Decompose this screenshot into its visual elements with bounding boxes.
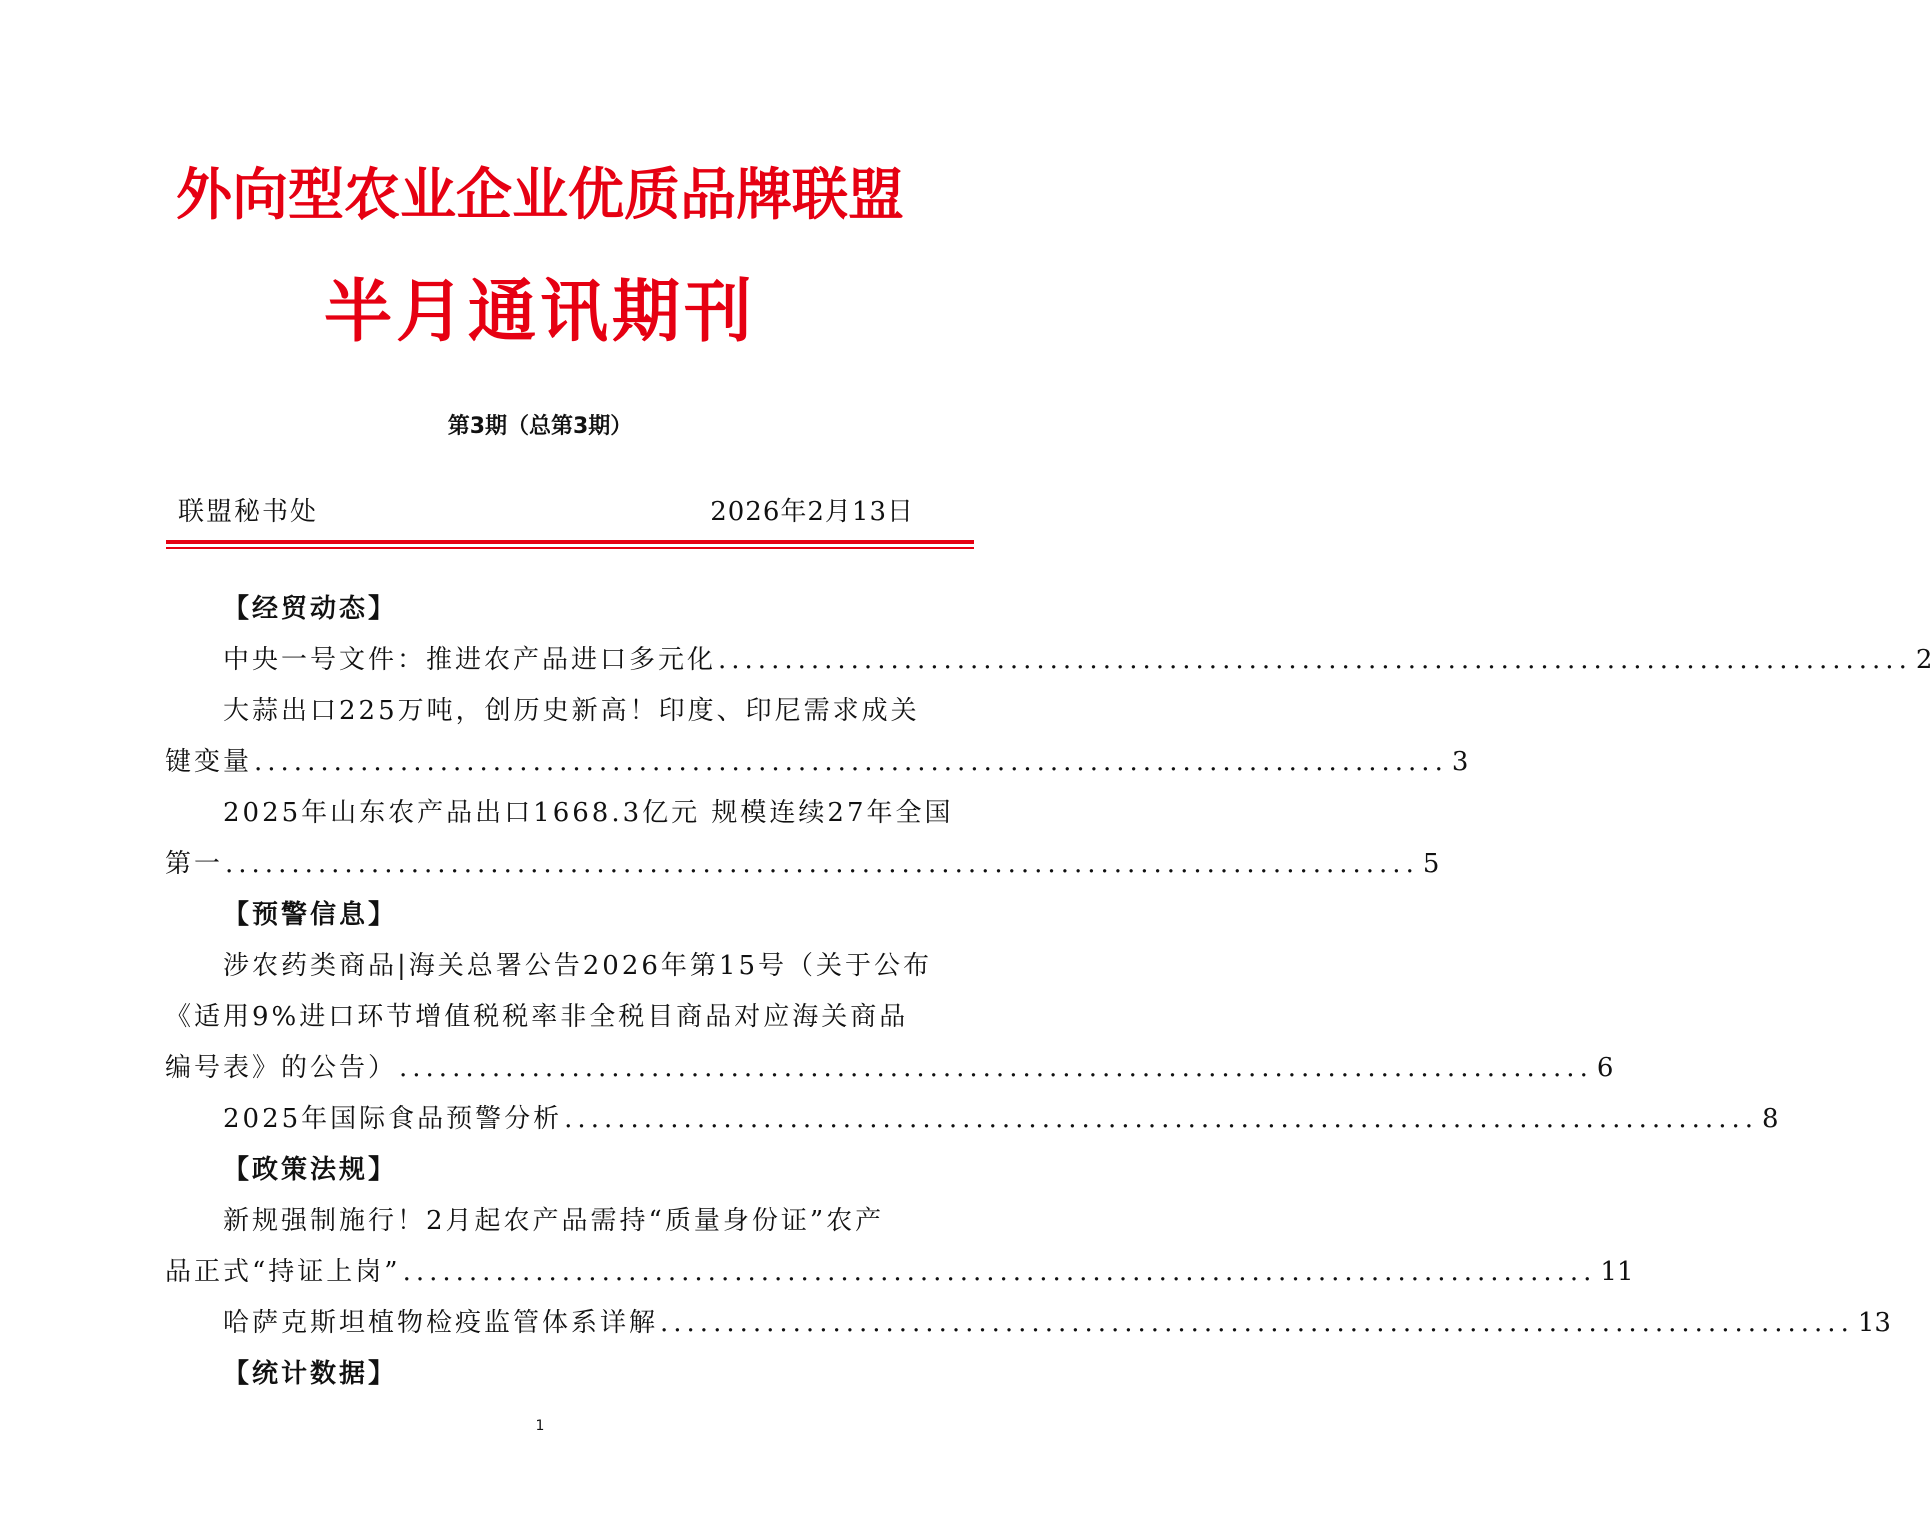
table-of-contents [165,584,1932,1400]
toc-page-number: 6 [1596,1053,1614,1083]
toc-leader-dots: .......................................................................................... [718,645,1912,675]
toc-section-title: 【预警信息】 [223,900,398,930]
toc-leader-dots: .......................................................................................... [660,1308,1854,1338]
toc-leader-dots: .......................................................................................... [399,1053,1593,1083]
toc-entry-line: 新规强制施行！2月起农产品需持“质量身份证”农产 [223,1206,885,1236]
toc-entry-line [165,1094,1779,1145]
toc-entry[interactable] [165,1094,1779,1145]
toc-page-number: 11 [1600,1257,1634,1287]
toc-page-number: 2 [1915,645,1932,675]
toc-leader-dots: .......................................................................................... [225,849,1419,879]
publish-date: 2026年2月13日 [710,497,914,527]
toc-entry-line: 大蒜出口225万吨，创历史新高！印度、印尼需求成关 [223,696,920,726]
toc-page-number: 5 [1422,849,1440,879]
toc-entry[interactable] [165,1298,1891,1349]
toc-entry[interactable] [165,635,1932,686]
toc-entry[interactable] [165,686,1469,788]
toc-entry-text: 2025年国际食品预警分析 [223,1104,563,1134]
toc-entry-text: 品正式“持证上岗” [165,1257,401,1287]
toc-entry-line [165,839,1440,890]
toc-entry[interactable] [165,941,1614,1094]
toc-page-number: 8 [1762,1104,1779,1134]
toc-entry[interactable] [165,788,1440,890]
toc-entry-text: 编号表》的公告） [165,1053,398,1083]
toc-section-title: 【统计数据】 [223,1359,398,1389]
toc-entry-line [165,635,1932,686]
toc-page-number: 13 [1857,1308,1891,1338]
page-number: 1 [535,1418,545,1434]
toc-entry-line [165,737,1469,788]
toc-entry-line: 涉农药类商品|海关总署公告2026年第15号（关于公布 [223,951,933,981]
toc-entry-line: 《适用9%进口环节增值税税率非全税目商品对应海关商品 [165,1002,909,1032]
toc-entry-text: 第一 [165,849,224,879]
issue-number: 第3期（总第3期） [447,414,633,439]
header-rule-thick [166,540,974,544]
toc-leader-dots: .......................................................................................... [254,747,1448,777]
toc-entry-line: 2025年山东农产品出口1668.3亿元 规模连续27年全国 [223,798,954,828]
toc-entry-text: 中央一号文件：推进农产品进口多元化 [223,645,717,675]
toc-leader-dots: .......................................................................................... [402,1257,1597,1287]
toc-entry-text: 键变量 [165,747,253,777]
toc-entry-text: 哈萨克斯坦植物检疫监管体系详解 [223,1308,659,1338]
toc-entry-line [165,1043,1614,1094]
header-rule-thin [166,547,974,549]
journal-title: 半月通讯期刊 [323,272,756,352]
toc-section-title: 【经贸动态】 [223,594,398,624]
publisher: 联盟秘书处 [178,497,319,527]
toc-page-number: 3 [1451,747,1469,777]
toc-leader-dots: .......................................................................................... [564,1104,1758,1134]
toc-section-title: 【政策法规】 [223,1155,398,1185]
toc-entry-line [165,1247,1634,1298]
toc-entry-line [165,1298,1891,1349]
toc-entry[interactable] [165,1196,1634,1298]
masthead-title: 外向型农业企业优质品牌联盟 [176,162,904,228]
